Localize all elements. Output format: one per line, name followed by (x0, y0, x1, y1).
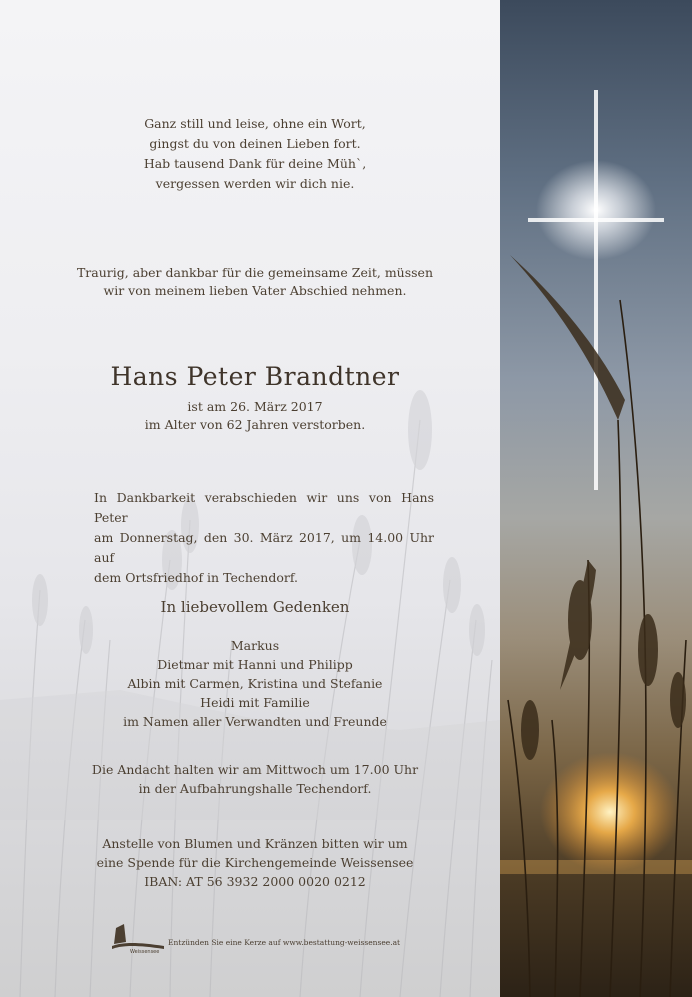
death-age: im Alter von 62 Jahren verstorben. (144, 417, 366, 432)
mourner: Dietmar mit Hanni und Philipp (157, 657, 353, 672)
death-details (100, 398, 410, 434)
prayer-line: Die Andacht halten wir am Mittwoch um 17.00 Uhr (91, 762, 419, 777)
poem (100, 114, 410, 194)
poem-line: vergessen werden wir dich nie. (155, 176, 355, 191)
logo-text: Weissensee (130, 949, 160, 955)
funeral-line: In Dankbarkeit verabschieden wir uns von Hans Peter (94, 490, 434, 525)
donation-request (70, 834, 440, 891)
intro-line: Traurig, aber dankbar für die gemeinsame Zeit, müssen (76, 265, 434, 280)
poem-line: Hab tausend Dank für deine Müh`, (143, 156, 367, 171)
prayer-line: in der Aufbahrungshalle Techendorf. (138, 781, 372, 796)
iban: IBAN: AT 56 3932 2000 0020 0212 (144, 874, 366, 889)
funeral-details (94, 488, 434, 588)
funeral-line: dem Ortsfriedhof in Techendorf. (94, 570, 299, 585)
funeral-line: am Donnerstag, den 30. März 2017, um 14.00 Uhr auf (94, 530, 434, 565)
funeral-home-logo (108, 922, 166, 956)
mourners-list (80, 636, 430, 731)
donation-line: eine Spende für die Kirchengemeinde Weissensee (96, 855, 414, 870)
mourner: Markus (230, 638, 280, 653)
footer (108, 922, 448, 956)
death-date: ist am 26. März 2017 (187, 399, 323, 414)
candle-link[interactable]: Entzünden Sie eine Kerze auf www.bestattung-weissensee.at (168, 938, 401, 947)
prayer-details (70, 760, 440, 798)
intro-line: wir von meinem lieben Vater Abschied nehmen. (103, 283, 407, 298)
deceased-name: Hans Peter Brandtner (110, 362, 400, 391)
sunset-reed-photo (500, 0, 692, 997)
mourner: Albin mit Carmen, Kristina und Stefanie (127, 676, 383, 691)
poem-line: Ganz still und leise, ohne ein Wort, (144, 116, 366, 131)
intro-text (70, 264, 440, 300)
donation-line: Anstelle von Blumen und Kränzen bitten wir um (102, 836, 408, 851)
remembrance-heading: In liebevollem Gedenken (160, 598, 350, 616)
mourner: im Namen aller Verwandten und Freunde (123, 714, 387, 729)
poem-line: gingst du von deinen Lieben fort. (149, 136, 361, 151)
mourner: Heidi mit Familie (200, 695, 310, 710)
